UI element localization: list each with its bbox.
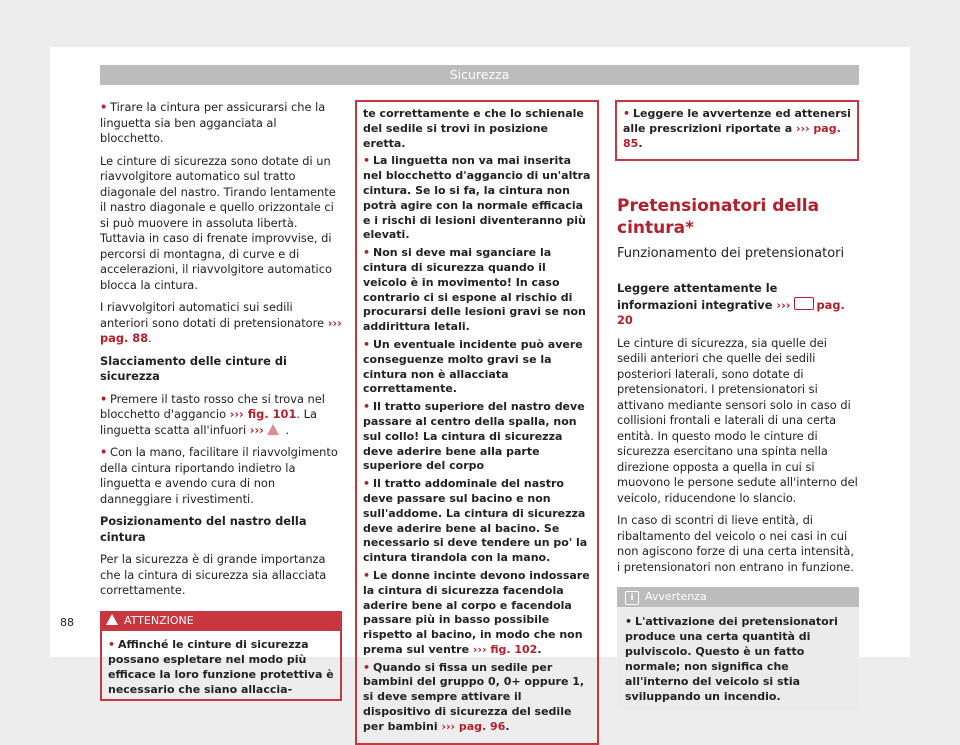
list-item: • Il tratto addominale del nastro deve passare sul bacino e non sull'addome. La cintura di sicurezza deve aderire bene al bacino. Se necessario si deve tendere un po' la cintura tirandola con la mano.	[363, 477, 588, 565]
list-item: • Quando si fissa un sedile per bambini del gruppo 0, 0+ oppure 1, si deve sempre attivare il dispositivo di sicurezza del sedile per bambini ››› pag. 96.	[363, 660, 585, 733]
column-right	[617, 100, 859, 710]
bullet-icon: •	[363, 660, 371, 674]
warning-triangle-icon	[106, 614, 118, 625]
heading: Posizionamento del nastro della cintura	[100, 514, 307, 544]
warning-link[interactable]: ›››	[249, 422, 264, 437]
heading: Slacciamento delle cinture di sicurezza	[100, 353, 287, 383]
page-link[interactable]: ››› pag. 85	[623, 121, 841, 150]
bullet-icon: •	[363, 154, 371, 168]
list-item: • Con la mano, facilitare il riavvolgimento della cintura riportando indietro la linguetta e avendo cura di non danneggiare i rivestimenti.	[100, 445, 338, 506]
bullet-icon: •	[363, 477, 371, 491]
list-item: • La linguetta non va mai inserita nel blocchetto d'aggancio di un'altra cintura. Se lo si fa, la cintura non potrà agire con la normale efficacia e i rischi di lesioni diventeranno più elevati.	[363, 154, 591, 242]
paragraph: In caso di scontri di lieve entità, di ribaltamento del veicolo o nei casi in cui non agiscono forze di una certa intensità, i pretensionatori non entrano in funzione.	[617, 513, 854, 574]
bullet-icon: •	[100, 445, 108, 459]
paragraph: I riavvolgitori automatici sui sedili anteriori sono dotati di pretensionatore ››› pag. 88.	[100, 300, 342, 345]
lead-paragraph: Leggere attentamente le informazioni integrative ››› pag. 20	[617, 281, 845, 328]
bullet-icon: •	[363, 568, 371, 582]
bullet-icon: •	[363, 400, 371, 414]
paragraph: Le cinture di sicurezza, sia quelle dei sedili anteriori che quelle dei sedili posteriori laterali, sono dotate di pretensionatori. I pretensionatori si attivano mediante sensori solo in caso di collisioni frontali e laterali di una certa entità. In questo modo le cinture di sicurezza esercitano una spinta nella direzione opposta a quella in cui si muovono le persone sedute all'interno del veicolo, riducendone lo slancio.	[617, 335, 858, 505]
list-item: • Le donne incinte devono indossare la cintura di sicurezza facendola aderire bene al corpo e facendola passare più in basso possibile rispetto al bacino, in modo che non prema sul ventre ››› fig. 102.	[363, 568, 590, 656]
page-link[interactable]: pag. 20	[617, 297, 845, 328]
warning-continuation-box	[615, 100, 859, 161]
list-item: • Non si deve mai sganciare la cintura di sicurezza quando il veicolo è in movimento! In caso contrario ci si espone al rischio di procurarsi delle lesioni gravi se non addirittura letali.	[363, 246, 586, 334]
column-middle	[357, 100, 599, 745]
list-item: • Il tratto superiore del nastro deve passare al centro della spalla, non sul collo! La cintura di sicurezza deve aderire bene alla parte superiore del corpo	[363, 400, 585, 473]
section-title: Pretensionatori della cintura*	[617, 196, 820, 239]
bullet-icon: •	[100, 100, 108, 114]
list-item: • Leggere le avvertenze ed attenersi alle prescrizioni riportate a ››› pag. 85.	[623, 107, 851, 150]
paragraph: te correttamente e che lo schienale del sedile si trovi in posizione eretta.	[363, 107, 584, 150]
bullet-icon: •	[623, 107, 631, 120]
bullet-icon: •	[363, 246, 371, 260]
note-body: • L'attivazione dei pretensionatori produce una certa quantità di pulviscolo. Questo è un fatto normale; non significa che all'interno del veicolo si stia sviluppando un incendio.	[625, 615, 838, 704]
bullet-icon: •	[363, 337, 371, 351]
paragraph: • Tirare la cintura per assicurarsi che la linguetta sia ben agganciata al blocchetto.	[100, 100, 326, 145]
page-number: 88	[60, 616, 74, 629]
column-left	[100, 100, 342, 701]
figure-link[interactable]: ››› fig. 101	[229, 407, 297, 421]
page-link[interactable]: ››› pag. 88	[100, 315, 342, 345]
paragraph: Le cinture di sicurezza sono dotate di un riavvolgitore automatico sul tratto diagonale del nastro. Tirando lentamente il nastro diagonale e quello orizzontale ci si può muovere in assoluta libertà. Tuttavia in caso di frenate improvvise, di percorsi di montagna, di curve e di accelerazioni, il riavvolgitore automatico blocca la cintura.	[100, 153, 336, 292]
header-title: Sicurezza	[449, 67, 510, 82]
list-item: • Premere il tasto rosso che si trova nel blocchetto d'aggancio ››› fig. 101. La linguetta scatta all'infuori ››› .	[100, 391, 325, 437]
figure-link[interactable]: ››› fig. 102	[472, 642, 538, 656]
book-icon	[794, 297, 814, 310]
subsection-title: Funzionamento dei pretensionatori	[617, 246, 845, 262]
page-header	[100, 65, 859, 85]
bullet-icon: •	[100, 391, 108, 406]
list-item: • Un eventuale incidente può avere conseguenze molto gravi se la cintura non è allacciata correttamente.	[363, 337, 583, 396]
bullet-icon: •	[625, 615, 633, 629]
warning-triangle-icon	[267, 424, 279, 435]
warning-continuation-box	[355, 100, 599, 745]
paragraph: Per la sicurezza è di grande importanza che la cintura di sicurezza sia allacciata correttamente.	[100, 552, 327, 597]
note-box	[617, 587, 859, 710]
note-header: i Avvertenza	[617, 587, 859, 607]
warning-box	[100, 611, 342, 701]
warning-header: ATTENZIONE	[100, 611, 342, 631]
bullet-icon: •	[108, 637, 116, 651]
info-icon: i	[625, 591, 639, 605]
warning-body: • Affinché le cinture di sicurezza possano espletare nel modo più efficace la loro funzione protettiva è necessario che siano allaccia-	[108, 637, 334, 696]
page-link[interactable]: ››› pag. 96	[441, 719, 506, 733]
